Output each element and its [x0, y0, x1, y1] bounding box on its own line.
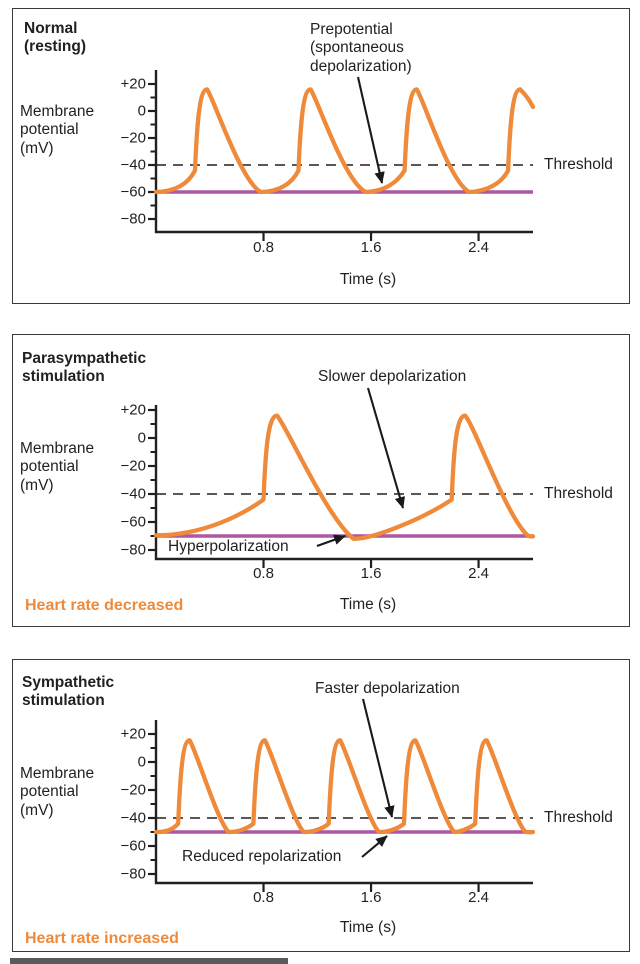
- y-label-line: potential: [20, 783, 79, 801]
- y-label-line: (mV): [20, 801, 54, 819]
- y-tick-label: −20: [120, 129, 146, 147]
- y-tick-label: −80: [120, 865, 146, 883]
- y-tick-label: +20: [120, 725, 146, 743]
- y-tick-label: −40: [120, 809, 146, 827]
- x-tick-label: 0.8: [253, 239, 274, 256]
- x-tick-label: 2.4: [468, 889, 489, 906]
- annotation-line: (spontaneous: [310, 39, 404, 57]
- y-tick-label: 0: [137, 102, 146, 120]
- y-label-line: potential: [20, 121, 79, 139]
- x-tick-label: 1.6: [360, 239, 382, 256]
- panel2-annotation-hyperpolarization: Hyperpolarization: [168, 538, 289, 555]
- y-tick-label: +20: [120, 75, 146, 93]
- annotation-line: depolarization): [310, 57, 412, 75]
- panel3-x-axis-label: Time (s): [339, 919, 397, 936]
- cropped-next-figure-edge: [10, 958, 288, 964]
- x-tick-label: 2.4: [468, 239, 489, 256]
- x-tick-label: 0.8: [253, 889, 274, 906]
- y-label-line: (mV): [20, 476, 54, 494]
- panel3-title: [22, 674, 114, 711]
- y-label-line: potential: [20, 458, 79, 476]
- x-tick-label: 2.4: [468, 565, 489, 582]
- panel1-title: [24, 20, 86, 57]
- panel2-annotation-slower-depolarization: Slower depolarization: [318, 368, 467, 385]
- y-tick-label: −80: [120, 541, 146, 559]
- panel1-annotation-prepotential: [310, 21, 412, 76]
- panel3-threshold-label: Threshold: [544, 808, 613, 826]
- y-tick-label: −40: [120, 485, 146, 503]
- y-label-line: (mV): [20, 139, 54, 157]
- annotation-line: Prepotential: [310, 21, 393, 38]
- y-tick-label: −60: [120, 183, 146, 201]
- panel1-x-axis-label: Time (s): [339, 271, 397, 288]
- panel3-title-line1: Sympathetic: [22, 674, 115, 691]
- panel2-title: [22, 350, 146, 387]
- panel3-annotation-faster-depolarization: Faster depolarization: [315, 680, 460, 697]
- panel3-annotation-reduced-repolarization: Reduced repolarization: [182, 848, 342, 865]
- y-tick-label: 0: [137, 753, 146, 771]
- panel2-x-axis-label: Time (s): [339, 596, 397, 613]
- y-label-line: Membrane: [20, 765, 95, 782]
- panel1-y-axis-label: [20, 103, 94, 158]
- panel3-title-line2: stimulation: [22, 692, 105, 710]
- x-tick-label: 1.6: [360, 565, 382, 582]
- y-tick-label: −20: [120, 781, 146, 799]
- panel1-title-line1: Normal: [24, 20, 78, 37]
- panel2-threshold-label: Threshold: [544, 484, 613, 502]
- panel2-y-axis-label: [20, 440, 94, 495]
- y-tick-label: −60: [120, 513, 146, 531]
- panel3-y-axis-label: [20, 765, 94, 820]
- y-label-line: Membrane: [20, 440, 95, 457]
- x-tick-label: 1.6: [360, 889, 382, 906]
- panel2-heart-rate-note: Heart rate decreased: [25, 597, 184, 614]
- panel2-title-line2: stimulation: [22, 368, 105, 386]
- y-tick-label: −80: [120, 210, 146, 228]
- panel1-title-line2: (resting): [24, 38, 86, 56]
- panel3-heart-rate-note: Heart rate increased: [25, 930, 179, 947]
- y-label-line: Membrane: [20, 103, 95, 120]
- y-tick-label: +20: [120, 401, 146, 419]
- panel2-title-line1: Parasympathetic: [22, 350, 147, 367]
- x-tick-label: 0.8: [253, 565, 274, 582]
- y-tick-label: −40: [120, 156, 146, 174]
- y-tick-label: −60: [120, 837, 146, 855]
- y-tick-label: −20: [120, 457, 146, 475]
- panel1-threshold-label: Threshold: [544, 155, 613, 173]
- y-tick-label: 0: [137, 429, 146, 447]
